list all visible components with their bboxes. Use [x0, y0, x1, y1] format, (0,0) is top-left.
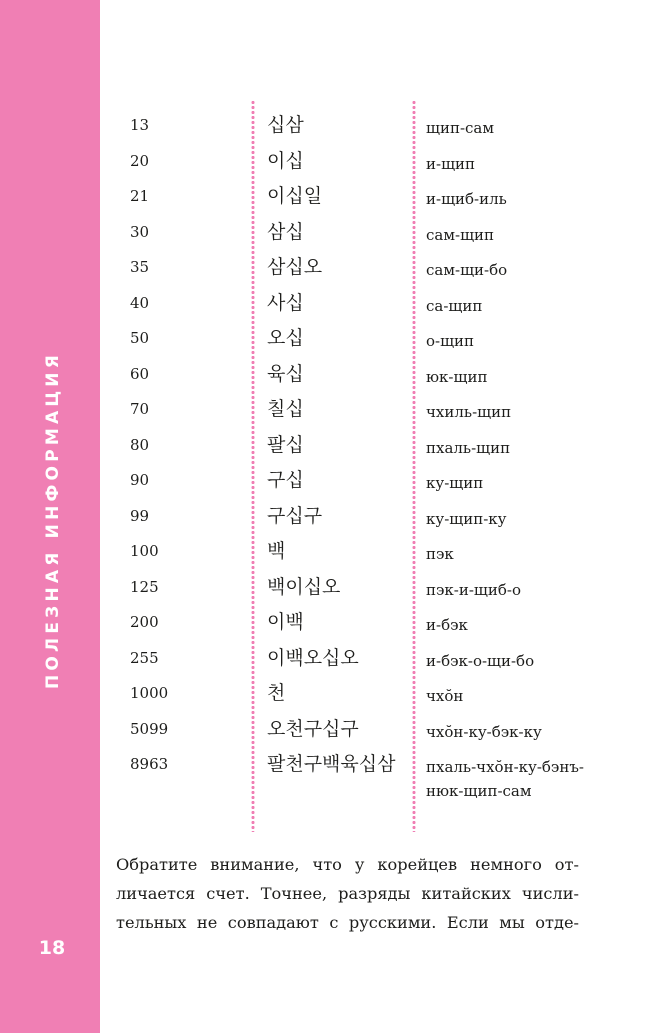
page-number: 18 — [38, 937, 66, 959]
korean-cell: 이십 — [267, 149, 304, 172]
korean-cell: 사십 — [267, 291, 304, 314]
number-cell: 35 — [130, 258, 150, 276]
reading-cell: пэк — [426, 545, 454, 563]
reading-cell: щип-сам — [426, 119, 495, 137]
reading-cell: чхŏн-ку-бэк-ку — [426, 722, 542, 741]
table-row — [130, 181, 650, 217]
number-cell: 80 — [130, 435, 150, 454]
table-row — [130, 714, 650, 750]
table-row — [130, 110, 650, 146]
number-cell: 20 — [130, 151, 150, 170]
reading-cell: и-бэк — [426, 616, 468, 634]
reading-cell: сам-щи-бо — [426, 261, 508, 279]
reading-cell: пэк-и-щиб-о — [426, 580, 521, 599]
table-row — [130, 572, 650, 608]
sidebar — [0, 0, 100, 1033]
table-row — [130, 678, 650, 714]
reading-cell: и-щиб-иль — [426, 190, 507, 208]
table-row — [130, 536, 650, 572]
table-row — [130, 146, 650, 182]
korean-cell: 이백 — [267, 611, 304, 633]
korean-cell: 구십 — [267, 469, 304, 491]
reading-cell: сам-щип — [426, 225, 495, 244]
number-cell: 21 — [130, 187, 150, 205]
table-row — [130, 430, 650, 466]
number-cell: 99 — [130, 506, 150, 525]
number-cell: 8963 — [130, 755, 169, 773]
number-cell: 70 — [130, 400, 150, 418]
korean-cell: 십삼 — [267, 114, 304, 136]
reading-cell: и-щип — [426, 154, 476, 173]
number-cell: 40 — [130, 293, 150, 312]
number-cell: 90 — [130, 471, 150, 489]
number-cell: 13 — [130, 116, 150, 134]
korean-cell: 팔십 — [267, 433, 304, 456]
table-row — [130, 288, 650, 324]
table-row — [130, 749, 650, 821]
reading-cell: пхаль-щип — [426, 438, 511, 457]
reading-cell: юк-щип — [426, 367, 488, 386]
korean-cell: 오천구십구 — [267, 717, 359, 740]
reading-cell: ку-щип-ку — [426, 509, 507, 528]
reading-cell: и-бэк-о-щи-бо — [426, 651, 535, 670]
table-row — [130, 359, 650, 395]
table-row — [130, 607, 650, 643]
number-cell: 100 — [130, 542, 159, 560]
table-row — [130, 501, 650, 537]
body-paragraph: Обратите внимание, что у корейцев немного отличается счет. Точнее, разряды китайских числительных не совпадают с русскими. Если мы отде- — [116, 855, 579, 932]
table-row — [130, 252, 650, 288]
korean-cell: 백이십오 — [267, 575, 341, 598]
reading-cell: о-щип — [426, 332, 475, 350]
number-cell: 200 — [130, 613, 159, 631]
korean-cell: 구십구 — [267, 504, 323, 527]
section-title: ПОЛЕЗНАЯ ИНФОРМАЦИЯ — [43, 350, 63, 690]
korean-cell: 이백오십오 — [267, 646, 359, 669]
korean-cell: 칠십 — [267, 398, 304, 420]
korean-cell: 삼십 — [267, 220, 304, 243]
korean-cell: 육십 — [267, 362, 304, 385]
reading-cell: чхиль-щип — [426, 403, 512, 421]
number-cell: 30 — [130, 222, 150, 241]
reading-cell: чхŏн — [426, 687, 464, 705]
table-row — [130, 323, 650, 359]
number-cell: 255 — [130, 648, 159, 667]
table-row — [130, 643, 650, 679]
korean-cell: 오십 — [267, 327, 304, 349]
table-row — [130, 465, 650, 501]
number-cell: 50 — [130, 329, 150, 347]
korean-cell: 이십일 — [267, 185, 323, 207]
korean-cell: 삼십오 — [267, 256, 323, 278]
korean-cell: 천 — [267, 682, 286, 704]
reading-cell: са-щип — [426, 296, 483, 315]
numbers-table — [130, 110, 650, 821]
number-cell: 1000 — [130, 684, 169, 702]
korean-cell: 팔천구백육십삼 — [267, 753, 396, 775]
number-cell: 5099 — [130, 719, 169, 738]
number-cell: 125 — [130, 577, 159, 596]
reading-cell: пхаль-чхŏн-ку-бэнъ-нюк-щип-сам — [426, 758, 584, 800]
table-row — [130, 217, 650, 253]
table-row — [130, 394, 650, 430]
number-cell: 60 — [130, 364, 150, 383]
reading-cell: ку-щип — [426, 474, 484, 492]
korean-cell: 백 — [267, 540, 286, 562]
